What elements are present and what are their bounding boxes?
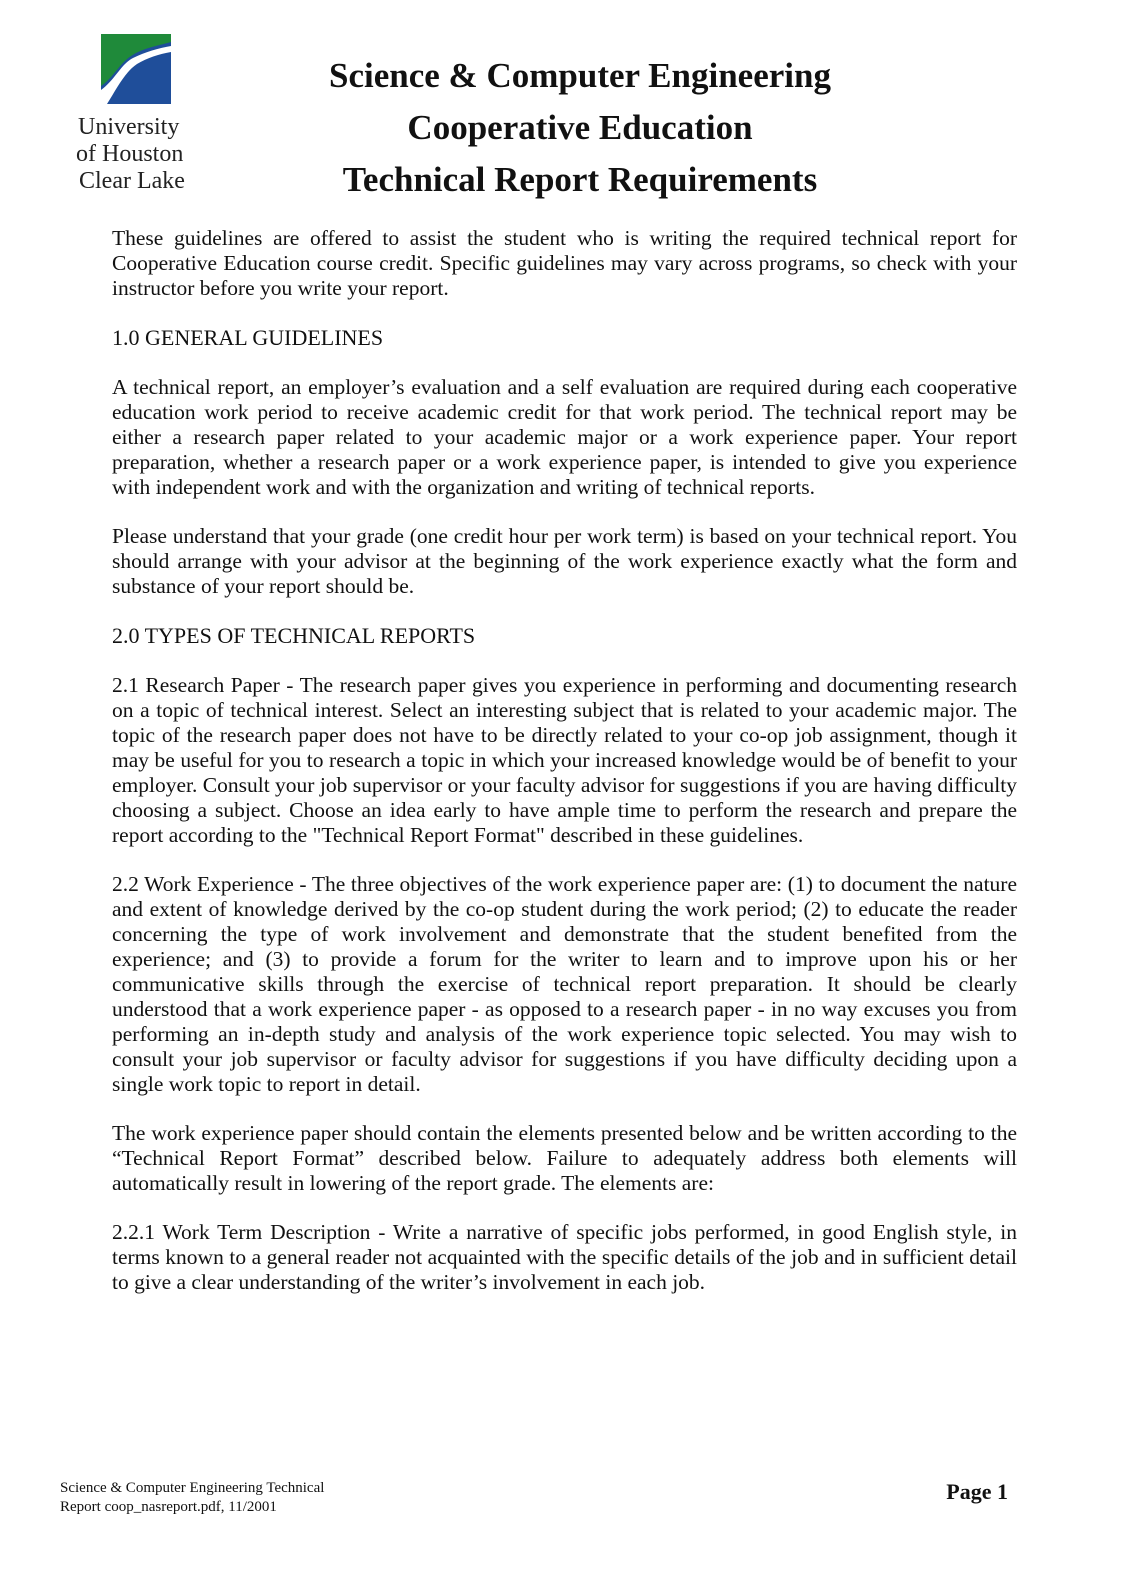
footer-line-2: Report coop_nasreport.pdf, 11/2001 xyxy=(60,1499,277,1515)
university-name xyxy=(72,114,212,195)
page-number: Page 1 xyxy=(946,1479,1008,1504)
intro-paragraph: These guidelines are offered to assist the student who is writing the required technical report for Cooperative Education course credit. Specific guidelines may vary across programs, so check with your instructor before you write your report. xyxy=(112,226,1017,300)
title-line-2: Cooperative Education xyxy=(407,108,753,147)
logo-line-3: Clear Lake xyxy=(79,168,185,194)
university-logo xyxy=(72,34,212,195)
logo-line-2: of Houston xyxy=(76,141,184,167)
work-experience-paragraph: 2.2 Work Experience - The three objectives of the work experience paper are: (1) to document the nature and extent of knowledge derived by the co-op student during the work period; (2) to educate the reader concerning the type of work involvement and demonstrate that the student benefited from the experience; and (3) to provide a forum for the writer to learn and to improve upon his or her communicative skills through the exercise of technical report preparation. It should be clearly understood that a work experience paper - as opposed to a research paper - in no way excuses you from performing an in-depth study and analysis of the work experience topic selected. You may wish to consult your job supervisor or faculty advisor for suggestions if you have difficulty deciding upon a single work topic to report in detail. xyxy=(112,872,1017,1096)
footer-line-1: Science & Computer Engineering Technical xyxy=(60,1480,325,1496)
research-paper-paragraph: 2.1 Research Paper - The research paper gives you experience in performing and documenting research on a topic of technical interest. Select an interesting subject that is related to your academic major. The topic of the research paper does not have to be directly related to your co-op job assignment, though it may be useful for you to research a topic in which your increased knowledge would be of benefit to your employer. Consult your job supervisor or your faculty advisor for suggestions if you are having difficulty choosing a subject. Choose an idea early to have ample time to perform the research and prepare the report according to the "Technical Report Format" described in these guidelines. xyxy=(112,673,1017,847)
section-1-paragraph-1: A technical report, an employer’s evaluation and a self evaluation are required during each cooperative education work period to receive academic credit for that work period. The technical report may be either a research paper related to your academic major or a work experience paper. Your report preparation, whether a research paper or a work experience paper, is intended to give you experience with independent work and with the organization and writing of technical reports. xyxy=(112,375,1017,499)
footer-source xyxy=(60,1479,324,1517)
section-1-paragraph-2: Please understand that your grade (one credit hour per work term) is based on your technical report. You should arrange with your advisor at the beginning of the work experience exactly what the form and substance of your report should be. xyxy=(112,524,1017,598)
title-line-1: Science & Computer Engineering xyxy=(329,56,831,95)
work-term-description-paragraph: 2.2.1 Work Term Description - Write a narrative of specific jobs performed, in good English style, in terms known to a general reader not acquainted with the specific details of the job and in sufficient detail to give a clear understanding of the writer’s involvement in each job. xyxy=(112,1220,1017,1294)
elements-paragraph: The work experience paper should contain the elements presented below and be written according to the “Technical Report Format” described below. Failure to adequately address both elements will automatically result in lowering of the report grade. The elements are: xyxy=(112,1121,1017,1195)
logo-line-1: University xyxy=(78,114,180,140)
document-body xyxy=(112,226,1017,1319)
document-title xyxy=(270,50,890,206)
section-2-heading: 2.0 TYPES OF TECHNICAL REPORTS xyxy=(112,623,476,648)
uhcl-logo-icon xyxy=(101,34,171,104)
title-line-3: Technical Report Requirements xyxy=(342,160,818,199)
section-1-heading: 1.0 GENERAL GUIDELINES xyxy=(112,325,384,350)
